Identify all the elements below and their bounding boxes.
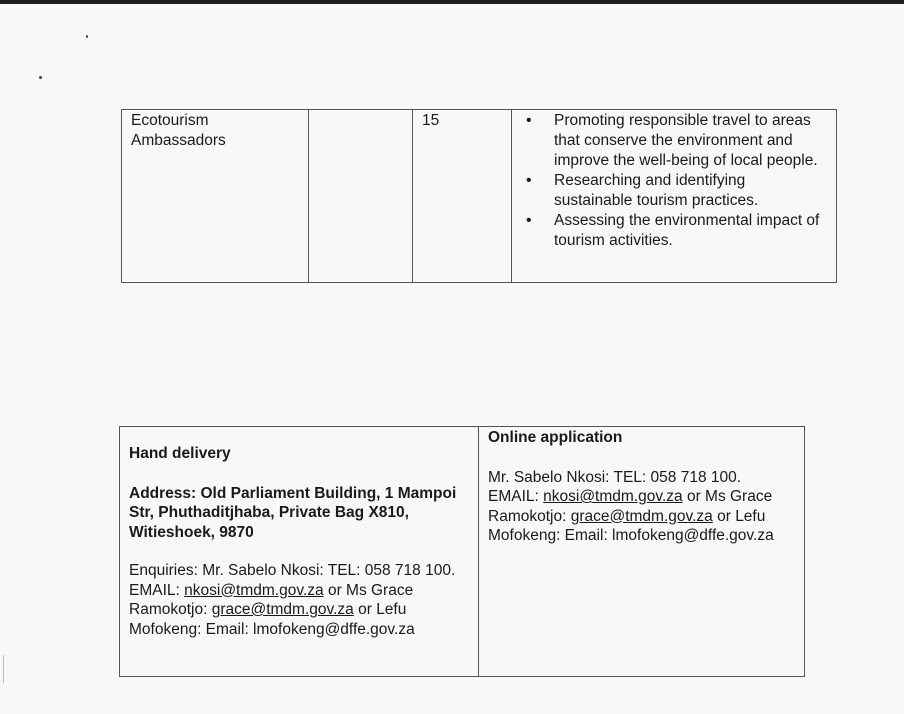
email-link-nkosi[interactable]: nkosi@tmdm.gov.za (184, 581, 324, 599)
list-item: • Researching and identifying sustainable tourism practices. (521, 171, 827, 211)
hand-delivery-enquiries: Enquiries: Mr. Sabelo Nkosi: TEL: 058 718 100. EMAIL: nkosi@tmdm.gov.za or Ms Grace Ramokotjo: grace@tmdm.gov.za or Lefu Mofokeng: Email: lmofokeng@dffe.gov.za (129, 562, 456, 638)
empty-cell (309, 110, 413, 283)
list-item: • Assessing the environmental impact of tourism activities. (521, 211, 827, 251)
scan-edge-mark (3, 655, 4, 683)
email-link-grace[interactable]: grace@tmdm.gov.za (570, 507, 713, 525)
position-table (121, 109, 837, 283)
scan-speck (86, 35, 88, 38)
scan-top-edge (0, 0, 904, 4)
application-table (119, 426, 805, 677)
hand-delivery-heading: Hand delivery (129, 445, 231, 462)
position-title-cell (122, 110, 309, 283)
duties-cell (512, 110, 837, 283)
email-link-nkosi[interactable]: nkosi@tmdm.gov.za (543, 488, 683, 505)
list-item: • Promoting responsible travel to areas that conserve the environment and improve the well-being of local people. (521, 111, 827, 171)
delivery-address: Address: Old Parliament Building, 1 Mampoi Str, Phuthaditjhaba, Private Bag X810, Witieshoek, 9870 (129, 484, 457, 541)
scan-speck (39, 76, 42, 79)
count-cell (413, 110, 512, 283)
email-link-grace[interactable]: grace@tmdm.gov.za (211, 601, 354, 618)
online-application-heading: Online application (488, 429, 623, 446)
duties-list (521, 111, 827, 251)
table-row (120, 427, 805, 677)
online-application-cell (479, 427, 805, 677)
position-title: Ecotourism Ambassadors (131, 112, 226, 149)
online-enquiries: Mr. Sabelo Nkosi: TEL: 058 718 100. EMAIL: nkosi@tmdm.gov.za or Ms Grace Ramokotjo: grace@tmdm.gov.za or Lefu Mofokeng: Email: lmofokeng@dffe.gov.za (488, 468, 774, 544)
table-row (122, 110, 837, 283)
position-count: 15 (422, 112, 440, 129)
hand-delivery-cell (120, 427, 479, 677)
